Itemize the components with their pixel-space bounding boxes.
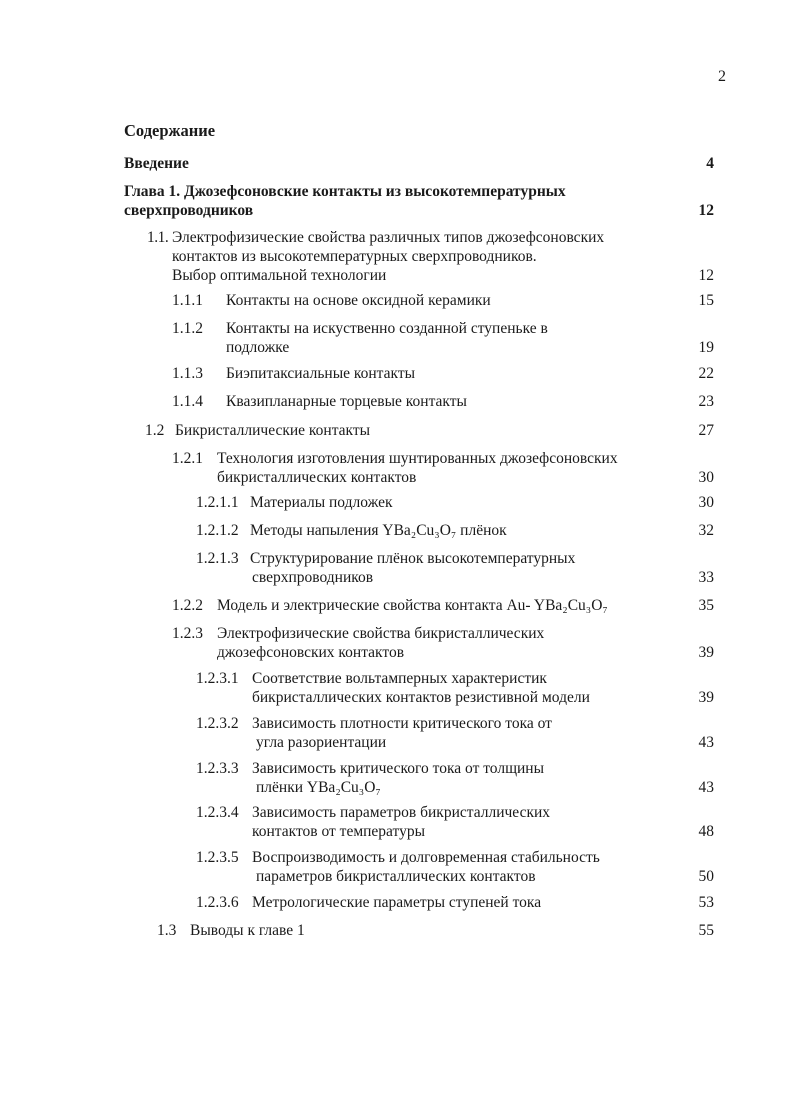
toc-entry-page: 33 — [698, 569, 714, 586]
toc-entry-title: Выводы к главе 1 — [190, 922, 305, 939]
page-number: 2 — [718, 68, 726, 85]
toc-entry-title: Контакты на искуственно созданной ступеньке в — [226, 320, 548, 337]
toc-entry-page: 27 — [698, 422, 714, 439]
toc-entry-title: Воспроизводимость и долговременная стабильность — [252, 849, 600, 866]
toc-entry-number: 1.2.1.1 — [196, 494, 239, 511]
toc-entry-number: 1.1.3 — [172, 365, 203, 382]
toc-entry-page: 50 — [698, 868, 714, 885]
toc-entry-page: 48 — [698, 823, 714, 840]
toc-entry-page: 15 — [698, 292, 714, 309]
toc-entry-title: Структурирование плёнок высокотемпературных — [250, 550, 576, 567]
toc-entry-title: Контакты на основе оксидной керамики — [226, 292, 491, 309]
toc-entry-page: 30 — [698, 494, 714, 511]
toc-entry-number: 1.2.1.2 — [196, 522, 239, 539]
toc-entry-page: 53 — [698, 894, 714, 911]
toc-entry-number: 1.2.1 — [172, 450, 203, 467]
toc-entry-title: сверхпроводников — [124, 202, 254, 219]
toc-entry-title: Технология изготовления шунтированных джозефсоновских — [217, 450, 618, 467]
toc-entry-page: 12 — [698, 202, 714, 219]
toc-entry-number: 1.2.2 — [172, 597, 203, 614]
toc-entry-page: 39 — [698, 644, 714, 661]
toc-entry-title: бикристаллических контактов резистивной модели — [252, 689, 590, 706]
toc-entry-number: 1.1.1 — [172, 292, 203, 309]
toc-entry-title: Зависимость параметров бикристаллических — [252, 804, 551, 821]
toc-entry-number: 1.1.4 — [172, 393, 203, 410]
toc-entry-page: 23 — [698, 393, 714, 410]
toc-entry-title: Электрофизические свойства различных типов джозефсоновских — [172, 229, 605, 246]
toc-entry-number: 1.2.3.3 — [196, 760, 239, 777]
toc-entry-title: Введение — [124, 155, 189, 172]
toc-entry-number: 1.2.3.2 — [196, 715, 239, 732]
toc-entry-title: плёнки YBa₂Cu₃O₇ — [256, 779, 381, 796]
toc-entry-number: 1.2 — [145, 422, 165, 439]
toc-entry-title: Выбор оптимальной технологии — [172, 267, 387, 284]
toc-entry-number: 1.3 — [157, 922, 177, 939]
toc-entry-title: Модель и электрические свойства контакта Au- YBa₂Cu₃O₇ — [217, 597, 608, 614]
toc-entry-page: 32 — [698, 522, 714, 539]
toc-entry-number: 1.1. — [147, 229, 169, 246]
toc-entry-page: 19 — [698, 339, 714, 356]
toc-entry-page: 55 — [698, 922, 714, 939]
toc-entry-title: Квазипланарные торцевые контакты — [226, 393, 467, 410]
toc-entry-page: 12 — [698, 267, 714, 284]
toc-entry-number: 1.2.3.5 — [196, 849, 239, 866]
toc-entry-page: 39 — [698, 689, 714, 706]
toc-entry-page: 4 — [706, 155, 714, 172]
toc-entry-title: бикристаллических контактов — [217, 469, 417, 486]
toc-entry-title: Бикристаллические контакты — [175, 422, 371, 439]
toc-entry-title: Зависимость критического тока от толщины — [252, 760, 545, 777]
toc-entry-number: 1.2.3.6 — [196, 894, 239, 911]
toc-entry-title: Материалы подложек — [250, 494, 393, 511]
toc-entry-number: 1.2.3.1 — [196, 670, 239, 687]
toc-entry-title: Зависимость плотности критического тока от — [252, 715, 552, 732]
toc-entry-title: параметров бикристаллических контактов — [256, 868, 536, 885]
toc-entry-title: Соответствие вольтамперных характеристик — [252, 670, 547, 687]
toc-entry-title: контактов от температуры — [252, 823, 426, 840]
toc-entry-title: контактов из высокотемпературных сверхпроводников. — [172, 248, 537, 265]
toc-entry-title: Методы напыления YBa₂Cu₃O₇ плёнок — [250, 522, 507, 539]
toc-entry-page: 43 — [698, 734, 714, 751]
toc-entry-page: 30 — [698, 469, 714, 486]
toc-entry-title: сверхпроводников — [252, 569, 374, 586]
toc-entry-page: 22 — [698, 365, 714, 382]
toc-entry-title: Метрологические параметры ступеней тока — [252, 894, 542, 911]
toc-entry-title: подложке — [226, 339, 290, 356]
toc-entry-number: 1.1.2 — [172, 320, 203, 337]
toc-entry-page: 35 — [698, 597, 714, 614]
toc-entry-title: Электрофизические свойства бикристаллических — [217, 625, 545, 642]
toc-entry-title: Биэпитаксиальные контакты — [226, 365, 416, 382]
toc-title: Содержание — [124, 121, 216, 140]
toc-entry-number: 1.2.3 — [172, 625, 203, 642]
toc-entry-title: джозефсоновских контактов — [217, 644, 405, 661]
toc-entry-page: 43 — [698, 779, 714, 796]
toc-entry-number: 1.2.3.4 — [196, 804, 239, 821]
toc-entry-number: 1.2.1.3 — [196, 550, 239, 567]
toc-entry-title: Глава 1. Джозефсоновские контакты из высокотемпературных — [124, 183, 566, 200]
toc-entry-title: угла разориентации — [256, 734, 387, 751]
